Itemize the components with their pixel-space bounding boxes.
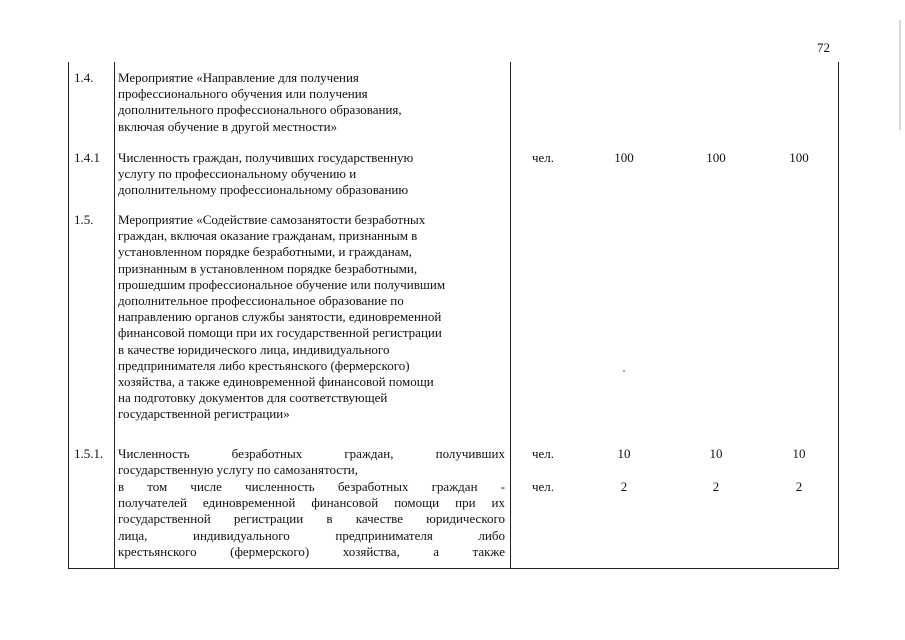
- row-1-line-1: Мероприятие «Направление для получения: [118, 70, 359, 85]
- row-2-unit: чел.: [531, 150, 555, 165]
- row-2-value-2: 100: [706, 150, 726, 165]
- row-3-line-7: направлению органов службы занятости, единовременной: [118, 309, 442, 325]
- scan-speck: [623, 370, 625, 372]
- row-5-unit: чел.: [531, 479, 555, 494]
- row-1-description: [118, 70, 505, 135]
- row-5-line-3: государственной регистрации в качестве юридического: [118, 511, 505, 527]
- column-divider-number: [114, 62, 115, 568]
- table-right-border: [838, 62, 839, 568]
- row-3-line-10: предпринимателя либо крестьянского (фермерского): [118, 357, 410, 373]
- row-5-line-5: крестьянского (фермерского) хозяйства, а также: [118, 543, 505, 559]
- row-4-number: 1.5.1.: [74, 446, 104, 461]
- row-3-line-13: государственной регистрации»: [118, 406, 290, 422]
- row-4-value-3: 10: [792, 446, 806, 461]
- row-3-line-1: Мероприятие «Содействие самозанятости безработных: [118, 212, 426, 227]
- data-table: [68, 62, 839, 569]
- row-2-description: [118, 150, 505, 199]
- row-2-value-3: 100: [789, 150, 809, 165]
- row-3-line-11: хозяйства, а также единовременной финансовой помощи: [118, 374, 434, 390]
- row-5-value-2: 2: [712, 479, 720, 494]
- row-4-value-2: 10: [709, 446, 723, 461]
- row-3-line-3: установленном порядке безработными, и гражданам,: [118, 244, 412, 260]
- row-3-line-6: дополнительное профессиональное образование по: [118, 293, 404, 309]
- row-1-line-3: дополнительного профессионального образования,: [118, 102, 402, 118]
- row-4-line-1: Численность безработных граждан, получивших: [118, 446, 505, 461]
- row-4-unit: чел.: [531, 446, 555, 461]
- row-3-line-2: граждан, включая оказание гражданам, признанным в: [118, 228, 418, 244]
- row-1-number: 1.4.: [74, 70, 94, 85]
- row-5-line-2: получателей единовременной финансовой помощи при их: [118, 495, 505, 511]
- row-5-line-4: лица, индивидуального предпринимателя либо: [118, 527, 505, 543]
- row-5-value-1: 2: [620, 479, 628, 494]
- scan-edge-mark: [899, 20, 901, 130]
- row-3-line-12: на подготовку документов для соответствующей: [118, 390, 388, 406]
- table-left-border: [68, 62, 69, 568]
- column-divider-description: [510, 62, 511, 568]
- row-1-line-4: включая обучение в другой местности»: [118, 118, 338, 134]
- row-3-line-4: признанным в установленном порядке безработными,: [118, 260, 418, 276]
- row-3-line-5: прошедшим профессиональное обучение или получившим: [118, 276, 446, 292]
- page-number: 72: [817, 40, 830, 55]
- row-5-value-3: 2: [795, 479, 803, 494]
- row-4-value-1: 10: [617, 446, 631, 461]
- row-3-line-8: финансовой помощи при их государственной регистрации: [118, 325, 442, 341]
- row-3-description: [118, 212, 505, 423]
- row-5-line-1: в том числе численность безработных граждан -: [118, 479, 505, 494]
- row-3-number: 1.5.: [74, 212, 94, 227]
- row-2-line-3: дополнительному профессиональному образованию: [118, 182, 409, 198]
- row-4-description: [118, 446, 505, 478]
- row-2-line-2: услугу по профессиональному обучению и: [118, 166, 357, 182]
- row-2-value-1: 100: [614, 150, 634, 165]
- row-3-line-9: в качестве юридического лица, индивидуального: [118, 341, 390, 357]
- row-2-number: 1.4.1: [74, 150, 100, 165]
- row-2-line-1: Численность граждан, получивших государственную: [118, 150, 414, 165]
- row-1-line-2: профессионального обучения или получения: [118, 86, 368, 102]
- row-4-line-2: государственную услугу по самозанятости,: [118, 462, 358, 478]
- row-5-description: [118, 479, 505, 560]
